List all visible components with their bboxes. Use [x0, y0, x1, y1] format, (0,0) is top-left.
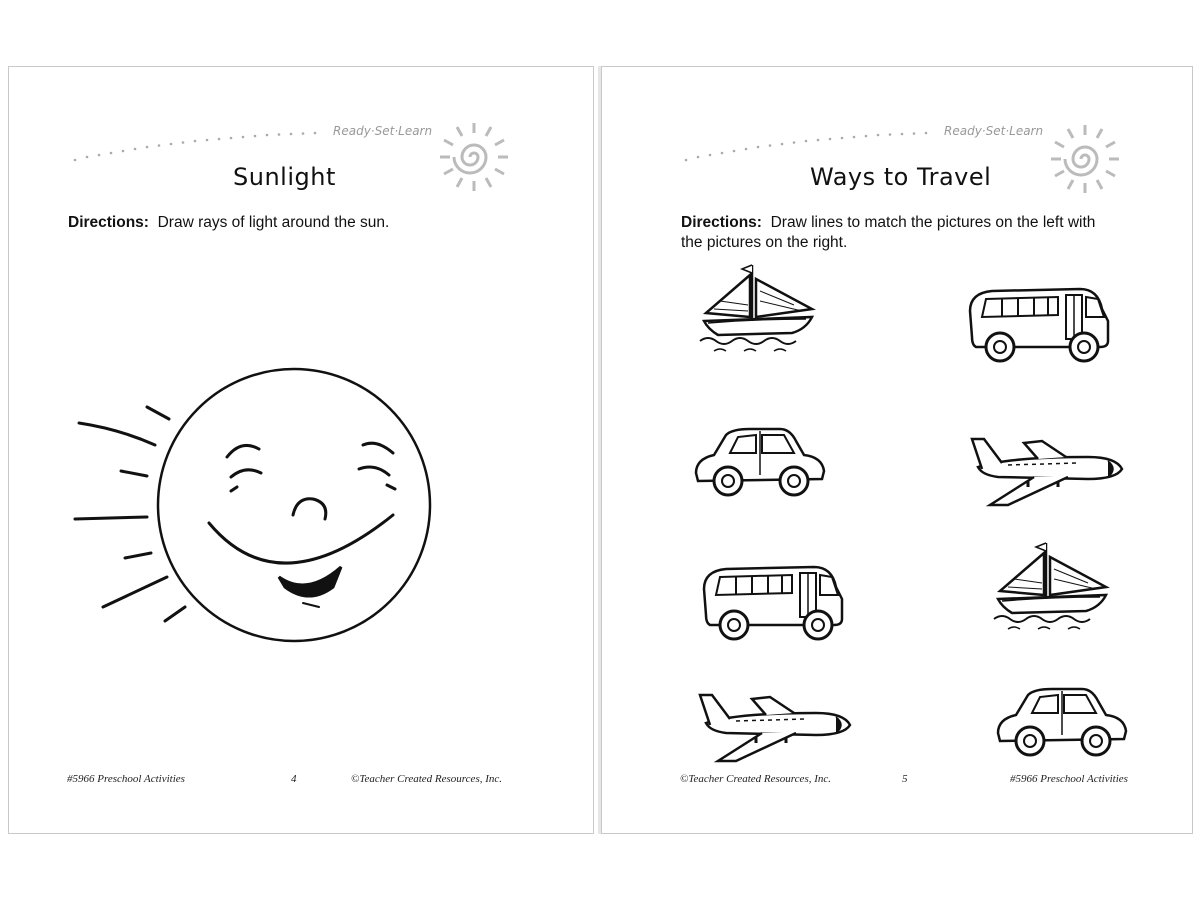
sun-face-outline [158, 369, 430, 641]
directions-line1: Draw lines to match the pictures on the left with [770, 214, 1096, 231]
footer-book: #5966 Preschool Activities [1010, 773, 1128, 785]
sun-illustration [9, 67, 595, 767]
directions-text: Draw rays of light around the sun. [157, 214, 390, 231]
sun-rays-icon [75, 407, 185, 621]
sun-nose-icon [293, 499, 326, 519]
footer-page-number: 4 [291, 773, 297, 785]
page-title: Ways to Travel [810, 163, 992, 191]
car-left-icon [696, 429, 824, 495]
sailboat-left-icon [700, 265, 812, 351]
matching-pictures [602, 67, 1194, 767]
page-title: Sunlight [233, 163, 336, 191]
footer-publisher: ©Teacher Created Resources, Inc. [680, 773, 832, 785]
bus-right-icon [970, 289, 1108, 361]
airplane-left-icon [700, 695, 850, 761]
footer-publisher: ©Teacher Created Resources, Inc. [351, 773, 503, 785]
footer-page-number: 5 [902, 773, 908, 785]
car-right-icon [998, 689, 1126, 755]
sun-mouth-icon [209, 515, 393, 607]
right-page [601, 66, 1193, 834]
sailboat-right-icon [994, 543, 1106, 629]
brand-label: Ready·Set·Learn [333, 124, 433, 138]
left-page [8, 66, 594, 834]
directions-line2: the pictures on the right. [681, 234, 848, 251]
airplane-right-icon [972, 439, 1122, 505]
directions-label: Directions: [68, 214, 149, 231]
directions-label: Directions: [681, 214, 762, 231]
sun-eyes-icon [227, 443, 395, 491]
brand-label: Ready·Set·Learn [944, 124, 1044, 138]
bus-left-icon [704, 567, 842, 639]
footer-book: #5966 Preschool Activities [67, 773, 185, 785]
